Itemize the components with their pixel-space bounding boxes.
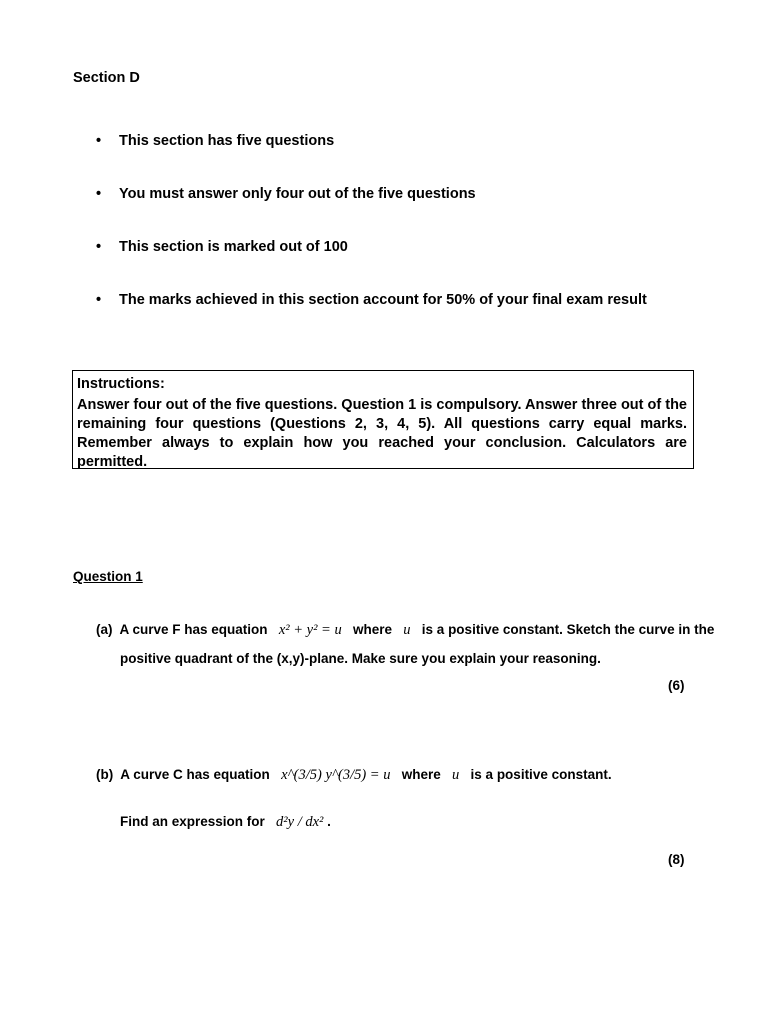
part-b-where: where bbox=[401, 767, 441, 782]
bullet-text: This section is marked out of 100 bbox=[119, 239, 348, 255]
bullet-item bbox=[96, 292, 647, 308]
instructions-body: Answer four out of the five questions. Question 1 is compulsory. Answer three out of the remaining four questions (Questions 2, 3, 4, 5). All questions carry equal marks. Remember always to explain how you reached your conclusion. Calculators are permitted. bbox=[77, 397, 687, 470]
bullet-item bbox=[96, 239, 348, 255]
part-b-label: (b) bbox=[96, 767, 114, 782]
bullet-text: This section has five questions bbox=[119, 133, 335, 149]
part-b-derivative: d²y / dx² bbox=[276, 814, 324, 830]
bullet-item bbox=[96, 186, 476, 202]
bullet-icon: • bbox=[96, 186, 102, 202]
part-a-equation: x² + y² = u bbox=[278, 622, 342, 638]
part-a-line2: positive quadrant of the (x,y)-plane. Make sure you explain your reasoning. bbox=[120, 651, 601, 666]
bullet-text: The marks achieved in this section account for 50% of your final exam result bbox=[119, 292, 647, 308]
part-a-text-after: is a positive constant. Sketch the curve in the bbox=[421, 622, 715, 637]
part-b-text: A curve C has equation bbox=[120, 767, 270, 782]
part-b-var: u bbox=[452, 767, 460, 783]
part-b-line2: Find an expression for d²y / dx² . bbox=[120, 814, 331, 830]
part-b-text-after: is a positive constant. bbox=[470, 767, 612, 782]
part-a-var: u bbox=[403, 622, 411, 638]
bullet-item bbox=[96, 133, 334, 149]
part-a-where: where bbox=[352, 622, 393, 637]
part-a-label: (a) bbox=[96, 622, 113, 637]
question-title: Question 1 bbox=[73, 569, 143, 584]
bullet-icon: • bbox=[96, 239, 102, 255]
part-b-find-text: Find an expression for bbox=[120, 814, 265, 829]
bullet-icon: • bbox=[96, 133, 102, 149]
instructions-title: Instructions: bbox=[77, 376, 165, 392]
part-a-text: A curve F has equation bbox=[119, 622, 268, 637]
instructions-box bbox=[72, 370, 694, 469]
part-b-line1 bbox=[96, 767, 612, 784]
bullet-text: You must answer only four out of the five questions bbox=[119, 186, 476, 202]
part-a-marks: (6) bbox=[668, 678, 685, 693]
part-a-line1 bbox=[96, 622, 714, 639]
bullet-icon: • bbox=[96, 292, 102, 308]
section-title: Section D bbox=[73, 70, 140, 86]
part-b-equation: x^(3/5) y^(3/5) = u bbox=[281, 767, 391, 783]
part-b-marks: (8) bbox=[668, 852, 685, 867]
